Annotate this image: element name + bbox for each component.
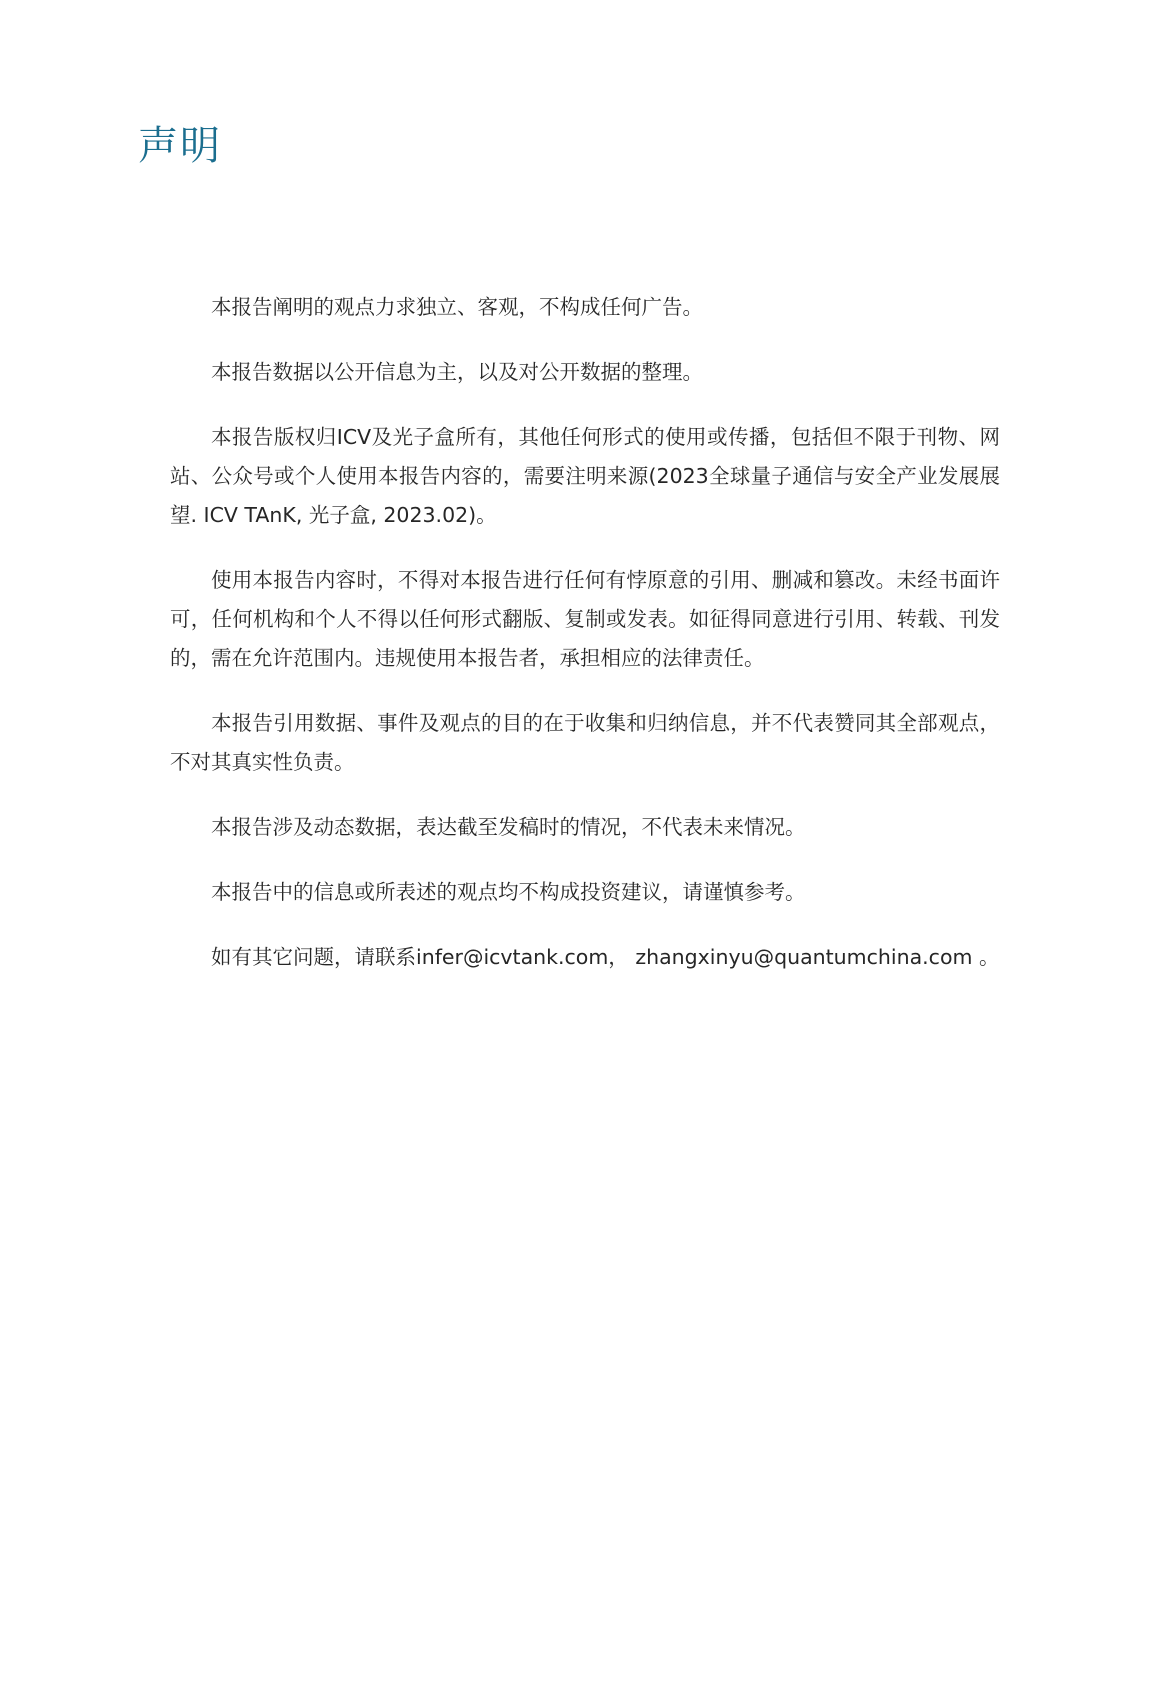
paragraph-dynamic-data: 本报告涉及动态数据，表达截至发稿时的情况，不代表未来情况。 [211, 815, 806, 839]
paragraph-data-source: 本报告数据以公开信息为主，以及对公开数据的整理。 [211, 360, 703, 384]
page-title: 声明 [138, 123, 222, 169]
disclaimer-body [170, 288, 1000, 1003]
paragraph-independence: 本报告阐明的观点力求独立、客观，不构成任何广告。 [211, 295, 703, 319]
paragraph-usage-terms: 使用本报告内容时，不得对本报告进行任何有悖原意的引用、删减和篡改。未经书面许可，任何机构和个人不得以任何形式翻版、复制或发表。如征得同意进行引用、转载、刊发的，需在允许范围内。违规使用本报告者，承担相应的法律责任。 [170, 568, 1000, 670]
paragraph-citation-purpose: 本报告引用数据、事件及观点的目的在于收集和归纳信息，并不代表赞同其全部观点，不对其真实性负责。 [170, 711, 1000, 774]
paragraph-copyright: 本报告版权归ICV及光子盒所有，其他任何形式的使用或传播，包括但不限于刊物、网站、公众号或个人使用本报告内容的，需要注明来源(2023全球量子通信与安全产业发展展望. ICV TAnK, 光子盒, 2023.02)。 [170, 425, 1000, 527]
paragraph-contact: 如有其它问题，请联系infer@icvtank.com， zhangxinyu@quantumchina.com 。 [211, 945, 1000, 969]
paragraph-investment-advice: 本报告中的信息或所表述的观点均不构成投资建议，请谨慎参考。 [211, 880, 806, 904]
